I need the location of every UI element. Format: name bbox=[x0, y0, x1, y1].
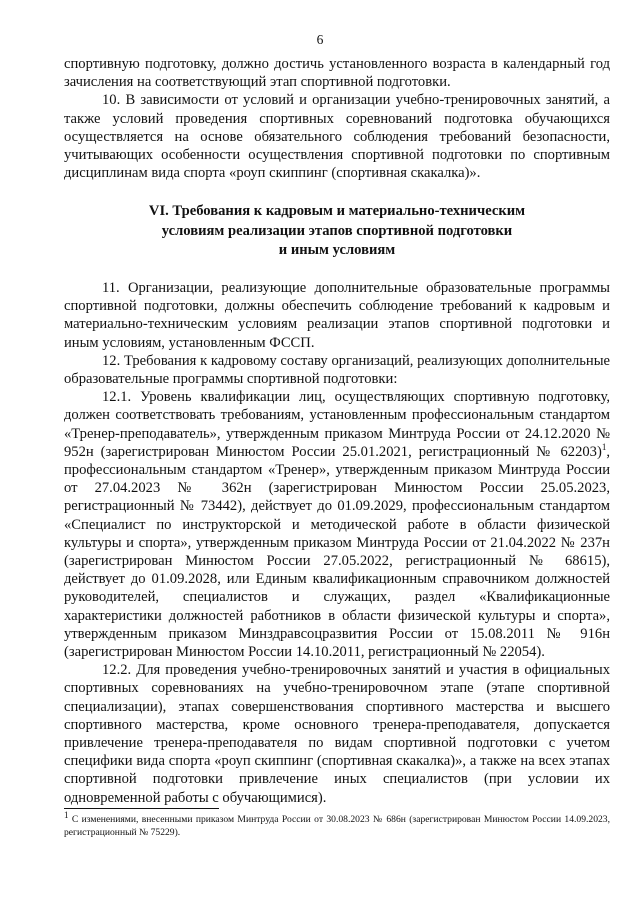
page-number: 6 bbox=[316, 32, 324, 47]
paragraph-12-2: 12.2. Для проведения учебно-тренировочных занятий и участия в официальных спортивных соревнованиях на учебно-тренировочном этапе (этапе спортивной специализации), этапах совершенствования спортивного мастерства и высшего спортивного мастерства, кроме основного тренера-преподавателя, допускается привлечение тренера-преподавателя по видам спортивной подготовки с учетом специфики вида спорта «роуп скиппинг (спортивная скакалка)», а также на всех этапах спортивной подготовки привлечение иных специалистов (при условии их одновременной работы с обучающимися). bbox=[64, 662, 610, 806]
paragraph-12-1-part-a: 12.1. Уровень квалификации лиц, осуществляющих спортивную подготовку, должен соответствовать требованиям, установленным профессиональным стандартом «Тренер-преподаватель», утвержденным приказом Минтруда России от 24.12.2020 № 952н (зарегистрирован Минюстом России 25.01.2021, регистрационный № 62203) bbox=[64, 389, 610, 460]
paragraph-12-1 bbox=[64, 388, 610, 661]
paragraph-continuation: спортивную подготовку, должно достичь установленного возраста в календарный год зачисления на соответствующий этап спортивной подготовки. bbox=[64, 56, 610, 91]
footnote bbox=[64, 809, 610, 839]
section-heading-line: и иным условиям bbox=[278, 242, 396, 259]
footnote-divider bbox=[64, 808, 219, 809]
paragraph-12-1-part-b: , профессиональным стандартом «Тренер», утвержденным приказом Минтруда России от 27.04.2023 № 362н (зарегистрирован Минюстом России 25.05.2023, регистрационный № 73442), действует до 01.09.2029, профессиональным стандартом «Специалист по инструкторской и методической работе в области физической культуры и спорта», утвержденным приказом Минтруда России от 21.04.2022 № 237н (зарегистрирован Минюстом России 27.05.2022, регистрационный № 68615), действует до 01.09.2028, или Единым квалификационным справочником должностей руководителей, специалистов и служащих, раздел «Квалификационные характеристики должностей работников в области физической культуры и спорта», утвержденным приказом Минздравсоцразвития России от 15.08.2011 № 916н (зарегистрирован Минюстом России 14.10.2011, регистрационный № 22054). bbox=[64, 443, 610, 660]
paragraph-10: 10. В зависимости от условий и организации учебно-тренировочных занятий, а также условий проведения спортивных соревнований подготовка обучающихся осуществляется на основе обязательного соблюдения требований безопасности, учитывающих особенности осуществления спортивной подготовки по спортивным дисциплинам вида спорта «роуп скиппинг (спортивная скакалка)». bbox=[64, 92, 610, 182]
document-body bbox=[64, 55, 610, 807]
footnote-text: С изменениями, внесенными приказом Минтруда России от 30.08.2023 № 686н (зарегистрирован Минюстом России 14.09.2023, регистрационный № 75229). bbox=[64, 814, 610, 838]
paragraph-11: 11. Организации, реализующие дополнительные образовательные программы спортивной подготовки, должны обеспечить соблюдение требований к кадровым и материально-техническим условиям реализации этапов спортивной подготовки и иным условиям, установленным ФССП. bbox=[64, 279, 610, 351]
paragraph-12: 12. Требования к кадровому составу организаций, реализующих дополнительные образовательные программы спортивной подготовки: bbox=[64, 352, 610, 387]
section-heading bbox=[64, 202, 610, 261]
footnote-mark: 1 bbox=[64, 809, 69, 820]
section-heading-line: условиям реализации этапов спортивной подготовки bbox=[161, 222, 513, 239]
section-heading-line: VI. Требования к кадровым и материально-техническим bbox=[148, 203, 526, 220]
footnote-reference[interactable]: 1 bbox=[601, 441, 607, 452]
